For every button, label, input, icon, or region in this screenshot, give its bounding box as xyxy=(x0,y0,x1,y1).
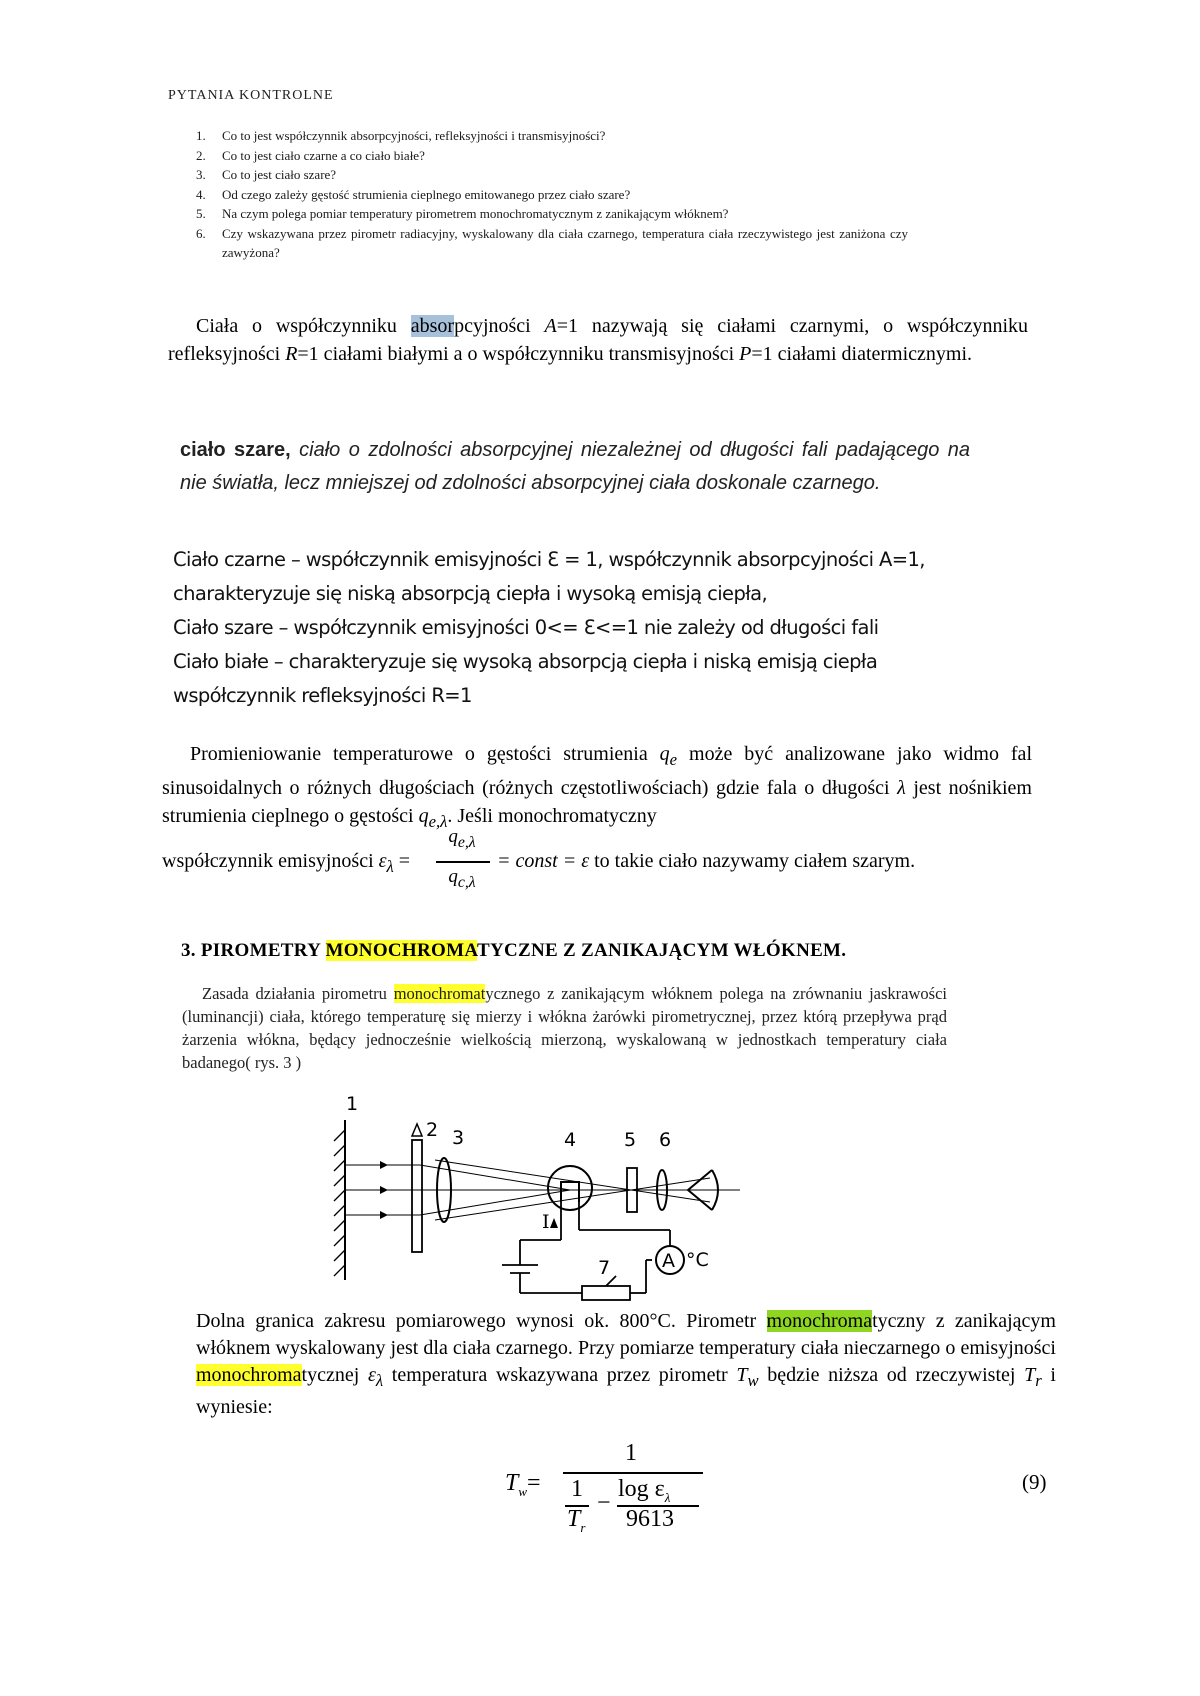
question-number: 5. xyxy=(196,206,206,221)
fraction-numerator xyxy=(430,826,494,852)
fraction-denominator xyxy=(430,866,494,892)
text-run: . Jeśli monochromatyczny xyxy=(447,805,657,827)
section-header: PYTANIA KONTROLNE xyxy=(168,88,334,103)
question-item xyxy=(196,185,908,205)
text-run: Promieniowanie temperaturowe o gęstości strumienia xyxy=(190,743,660,765)
formula-log xyxy=(618,1476,670,1506)
symbol-A: A xyxy=(544,315,557,337)
symbol-T: T xyxy=(1024,1364,1036,1386)
unit-label: °C xyxy=(686,1249,709,1271)
ammeter-label: A xyxy=(662,1250,675,1272)
formula-one: 1 xyxy=(571,1476,583,1502)
text-run: będzie niższa od rzeczywistej xyxy=(758,1364,1025,1386)
symbol-P: P xyxy=(739,343,752,365)
label-5: 5 xyxy=(624,1129,637,1151)
question-list xyxy=(196,126,908,263)
note-line: Ciało szare – współczynnik emisyjności 0<= Ɛ<=1 nie zależy od długości fali xyxy=(173,616,879,639)
question-text: Co to jest ciało szare? xyxy=(222,167,337,182)
text-run: TYCZNE Z ZANIKAJĄCYM WŁÓKNEM. xyxy=(476,940,847,961)
text-run: ycznego z zanikającym włóknem polega na zrównaniu jaskrawości (luminancji) ciała, którego temperaturę się mierzy i włókna żarówki pirometrycznej, przez którą przepływa prąd żarzenia włókna, będący jednocześnie wielkością mierzoną, wyskalowaną w jednostkach temperatury ciała badanego( rys. 3 ) xyxy=(182,984,947,1072)
symbol-q: q xyxy=(418,805,429,827)
text-run: Zasada działania pirometru xyxy=(202,984,394,1003)
highlight-yellow: monochroma xyxy=(196,1364,302,1386)
subscript: e,λ xyxy=(428,812,448,831)
filter-2 xyxy=(412,1140,422,1252)
question-item xyxy=(196,204,908,224)
subscript: w xyxy=(518,1483,528,1499)
symbol-R: R xyxy=(285,343,298,365)
question-item xyxy=(196,146,908,166)
highlight-green: monochroma xyxy=(766,1310,873,1332)
text-run: 3. PIROMETRY xyxy=(181,940,326,961)
label-7: 7 xyxy=(598,1257,611,1279)
symbol-epsilon: ε xyxy=(367,1364,376,1386)
term-bold: ciało szare, xyxy=(180,439,291,461)
label-2: 2 xyxy=(426,1119,439,1141)
fraction-bar xyxy=(436,861,490,863)
paragraph-radiation xyxy=(162,740,1032,836)
text-run: tyczny z zanikającym włóknem wyskalowany jest dla ciała czarnego. Przy pomiarze temperatury ciała nieczarnego o emisyjności xyxy=(196,1310,1056,1359)
formula-lhs xyxy=(505,1470,541,1500)
section-heading xyxy=(181,940,846,962)
subscript: e xyxy=(669,750,678,769)
symbol-epsilon: ε xyxy=(378,850,387,872)
text-run: =1 nazywają się ciałami czarnymi, o współczynniku refleksyjności xyxy=(168,315,1028,365)
definition-grey-body xyxy=(180,434,970,500)
log-term: log ε xyxy=(618,1476,665,1502)
subscript: w xyxy=(747,1371,759,1390)
formula-numerator: 1 xyxy=(625,1440,637,1466)
subscript: c,λ xyxy=(457,873,476,891)
text-run: Ciała o współczynniku xyxy=(196,315,411,337)
symbol-T: T xyxy=(505,1470,519,1496)
definition-text: ciało o zdolności absorpcyjnej niezależnej od długości fali padającego na nie światła, lecz mniejszej od zdolności absorpcyjnej ciała doskonale czarnego. xyxy=(180,439,971,494)
question-item xyxy=(196,126,908,146)
text-run: jest nośnikiem strumienia cieplnego o gęstości xyxy=(162,777,1032,827)
current-arrow-icon xyxy=(550,1218,558,1228)
arrow-icon xyxy=(380,1161,388,1169)
question-text: Co to jest współczynnik absorpcyjności, refleksyjności i transmisyjności? xyxy=(222,128,606,143)
note-line: charakteryzuje się niską absorpcją ciepła i wysoką emisją ciepła, xyxy=(173,582,768,605)
note-line: Ciało czarne – współczynnik emisyjności Ɛ = 1, współczynnik absorpcyjności A=1, xyxy=(173,548,925,571)
subscript: λ xyxy=(386,857,394,876)
equals-sign: = xyxy=(393,850,411,872)
highlight-blue: absor xyxy=(410,315,455,337)
text-run: to takie ciało nazywamy ciałem szarym. xyxy=(589,850,916,872)
arrow-icon xyxy=(380,1186,388,1194)
text-run: =1 ciałami białymi a o współczynniku transmisyjności xyxy=(297,343,740,365)
question-text: Czy wskazywana przez pirometr radiacyjny, wyskalowany dla ciała czarnego, temperatura ciała rzeczywistego jest zaniżona czy zawyżona? xyxy=(222,225,908,260)
highlight-yellow: MONOCHROMA xyxy=(325,940,477,961)
subscript: λ xyxy=(375,1371,384,1390)
label-1: 1 xyxy=(346,1093,359,1115)
notes-block xyxy=(173,543,1073,713)
label-6: 6 xyxy=(659,1129,672,1151)
symbol-T: T xyxy=(567,1506,581,1532)
label-4: 4 xyxy=(564,1129,577,1151)
question-number: 3. xyxy=(196,167,206,182)
label-3: 3 xyxy=(452,1127,465,1149)
const-expression: = const = ε xyxy=(497,850,590,872)
arrow-up-icon xyxy=(412,1124,422,1136)
symbol-q: q xyxy=(448,866,458,887)
question-number: 4. xyxy=(196,186,206,202)
highlight-yellow: monochromat xyxy=(393,984,486,1003)
text-run: =1 ciałami diatermicznymi. xyxy=(751,343,973,365)
paragraph-measurement xyxy=(196,1308,1056,1421)
formula-Tr xyxy=(567,1506,585,1536)
question-number: 2. xyxy=(196,147,206,163)
arrow-icon xyxy=(380,1211,388,1219)
symbol-T: T xyxy=(736,1364,748,1386)
formula-main-bar xyxy=(563,1472,703,1474)
note-line: Ciało białe – charakteryzuje się wysoką absorpcją ciepła i niską emisją ciepła xyxy=(173,650,878,673)
symbol-lambda: λ xyxy=(897,777,906,799)
text-run: może być analizowane jako widmo fal sinusoidalnych o różnych długościach (różnych częstotliwościach) gdzie fala o długości xyxy=(162,743,1032,799)
formula-minus: − xyxy=(597,1490,611,1516)
label-current: I xyxy=(542,1211,550,1233)
subscript: r xyxy=(580,1519,586,1535)
formula-9 xyxy=(505,1440,705,1535)
text-run: Dolna granica zakresu pomiarowego wynosi ok. 800°C. Pirometr xyxy=(196,1310,767,1332)
question-text: Od czego zależy gęstość strumienia cieplnego emitowanego przez ciało szare? xyxy=(222,186,631,202)
subscript: λ xyxy=(664,1489,671,1505)
text-run: i wyniesie: xyxy=(196,1364,1056,1418)
subscript: e,λ xyxy=(457,833,476,851)
question-number: 1. xyxy=(196,128,206,143)
question-item xyxy=(196,224,908,263)
surface-hatching xyxy=(334,1130,345,1276)
lamp-4 xyxy=(548,1166,592,1210)
question-number: 6. xyxy=(196,225,206,241)
question-item xyxy=(196,165,908,185)
equation-number: (9) xyxy=(1022,1470,1047,1494)
symbol-q: q xyxy=(659,743,670,765)
equals-sign: = xyxy=(527,1470,541,1496)
text-run: pcyjności xyxy=(454,315,545,337)
paragraph-body-types xyxy=(168,312,1028,368)
question-text: Na czym polega pomiar temperatury pirometrem monochromatycznym z zanikającym włóknem? xyxy=(222,206,729,221)
symbol-q: q xyxy=(448,826,458,847)
formula-constant: 9613 xyxy=(626,1506,674,1532)
emissivity-label xyxy=(162,850,410,877)
note-line: współczynnik refleksyjności R=1 xyxy=(173,684,472,707)
subscript: r xyxy=(1035,1371,1042,1390)
circuit xyxy=(502,1202,670,1300)
text-run: współczynnik emisyjności xyxy=(162,850,379,872)
question-text: Co to jest ciało czarne a co ciało białe? xyxy=(222,147,425,163)
text-run: tycznej xyxy=(301,1364,368,1386)
pyrometer-diagram xyxy=(320,1090,790,1310)
paragraph-principle xyxy=(182,982,947,1074)
text-run: temperatura wskazywana przez pirometr xyxy=(383,1364,737,1386)
emissivity-rest xyxy=(497,850,915,873)
